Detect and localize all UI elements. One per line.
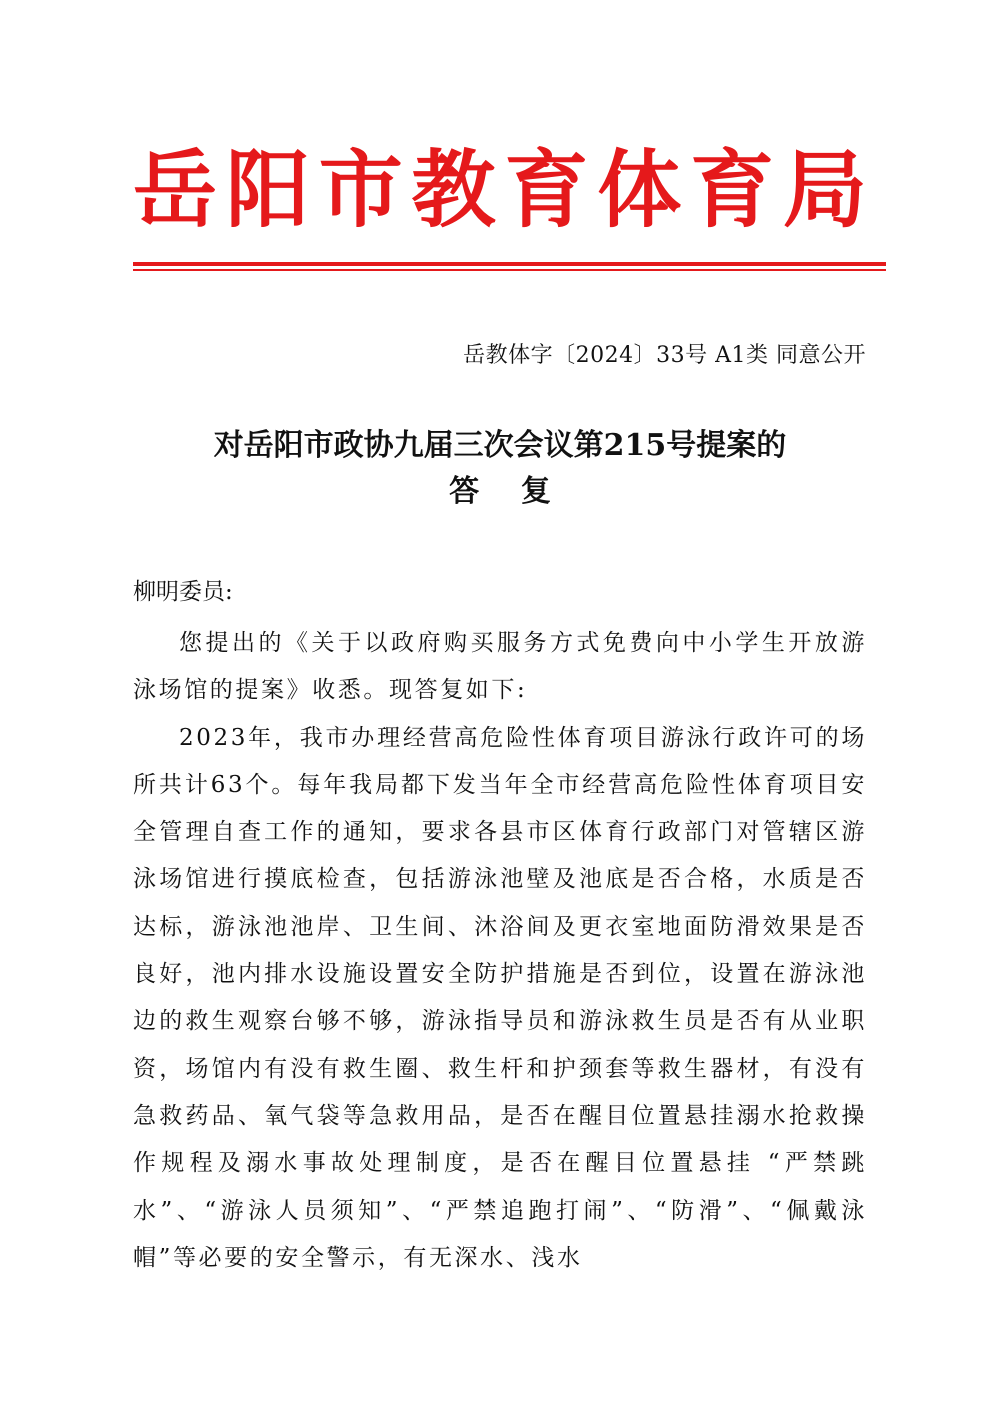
document-body (133, 620, 867, 1282)
document-title-line-2: 答 复 (449, 474, 551, 509)
document-number: 岳教体字〔2024〕33号 A1类 同意公开 (463, 343, 866, 368)
masthead-char: 阳 (225, 141, 310, 239)
salutation: 柳明委员: (133, 579, 233, 605)
masthead-char: 局 (782, 141, 867, 239)
masthead-char: 育 (690, 141, 775, 239)
document-title: 对岳阳市政协九届三次会议第215号提案的 (213, 428, 787, 463)
body-paragraph: 您提出的《关于以政府购买服务方式免费向中小学生开放游泳场馆的提案》收悉。现答复如下: (133, 630, 867, 704)
body-paragraph: 2023年，我市办理经营高危险性体育项目游泳行政许可的场所共计63个。每年我局都下发当年全市经营高危险性体育项目安全管理自查工作的通知，要求各县市区体育行政部门对管辖区游泳场馆进行摸底检查，包括游泳池壁及池底是否合格，水质是否达标，游泳池池岸、卫生间、沐浴间及更衣室地面防滑效果是否良好，池内排水设施设置安全防护措施是否到位，设置在游泳池边的救生观察台够不够，游泳指导员和游泳救生员是否有从业职资，场馆内有没有救生圈、救生杆和护颈套等救生器材，有没有急救药品、氧气袋等急救用品，是否在醒目位置悬挂溺水抢救操作规程及溺水事故处理制度，是否在醒目位置悬挂 “严禁跳水”、“游泳人员须知”、“严禁追跑打闹”、“防滑”、“佩戴泳帽”等必要的安全警示，有无深水、浅水 (133, 724, 867, 1271)
masthead-char: 岳 (133, 141, 218, 239)
masthead (133, 140, 867, 240)
masthead-divider-thick (133, 262, 886, 266)
masthead-char: 育 (504, 141, 589, 239)
masthead-char: 教 (411, 141, 496, 239)
masthead-divider-thin (133, 269, 886, 271)
masthead-char: 市 (318, 141, 403, 239)
masthead-char: 体 (597, 141, 682, 239)
